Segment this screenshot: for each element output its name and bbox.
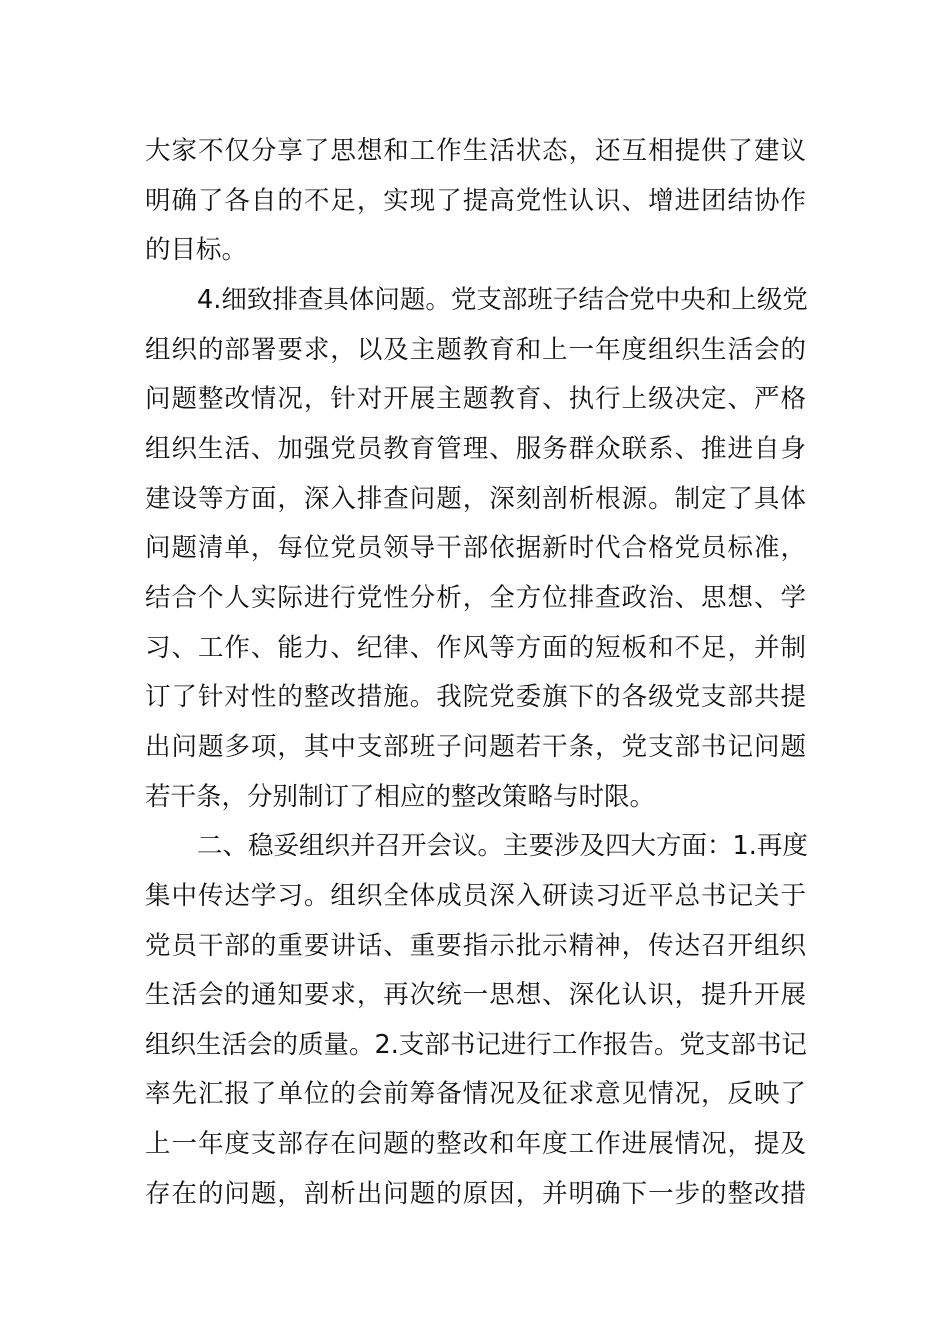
text-line: 结合个人实际进行党性分析，全方位排查政治、思想、学 (145, 582, 806, 613)
text-line: 习、工作、能力、纪律、作风等方面的短板和不足，并制 (145, 632, 806, 663)
text-line: 建设等方面，深入排查问题，深刻剖析根源。制定了具体 (145, 483, 806, 514)
document-page (145, 127, 806, 1219)
text-line: 率先汇报了单位的会前筹备情况及征求意见情况，反映了 (145, 1079, 806, 1110)
text-line: 集中传达学习。组织全体成员深入研读习近平总书记关于 (145, 880, 806, 911)
text-line: 党员干部的重要讲话、重要指示批示精神，传达召开组织 (145, 930, 806, 961)
text-line: 组织生活会的质量。2.支部书记进行工作报告。党支部书记 (145, 1029, 807, 1060)
text-line: 问题清单，每位党员领导干部依据新时代合格党员标准， (145, 533, 806, 564)
text-line: 出问题多项，其中支部班子问题若干条，党支部书记问题 (145, 731, 806, 762)
text-line: 4.细致排查具体问题。党支部班子结合党中央和上级党 (197, 284, 808, 315)
text-line: 问题整改情况，针对开展主题教育、执行上级决定、严格 (145, 384, 806, 415)
text-line: 的目标。 (145, 235, 248, 266)
text-line: 生活会的通知要求，再次统一思想、深化认识，提升开展 (145, 980, 806, 1011)
text-line: 组织生活、加强党员教育管理、服务群众联系、推进自身 (145, 433, 806, 464)
text-line: 存在的问题，剖析出问题的原因，并明确下一步的整改措 (145, 1178, 806, 1209)
paragraph-2 (145, 276, 806, 822)
text-line: 二、稳妥组织并召开会议。主要涉及四大方面：1.再度 (197, 831, 808, 862)
text-line: 若干条，分别制订了相应的整改策略与时限。 (145, 781, 656, 812)
text-line: 明确了各自的不足，实现了提高党性认识、增进团结协作 (145, 185, 806, 216)
paragraph-1 (145, 127, 806, 276)
text-line: 订了针对性的整改措施。我院党委旗下的各级党支部共提 (145, 682, 806, 713)
text-line: 上一年度支部存在问题的整改和年度工作进展情况，提及 (145, 1129, 806, 1160)
paragraph-3 (145, 822, 806, 1219)
text-line: 组织的部署要求，以及主题教育和上一年度组织生活会的 (145, 334, 806, 365)
text-line: 大家不仅分享了思想和工作生活状态，还互相提供了建议 (145, 136, 806, 166)
